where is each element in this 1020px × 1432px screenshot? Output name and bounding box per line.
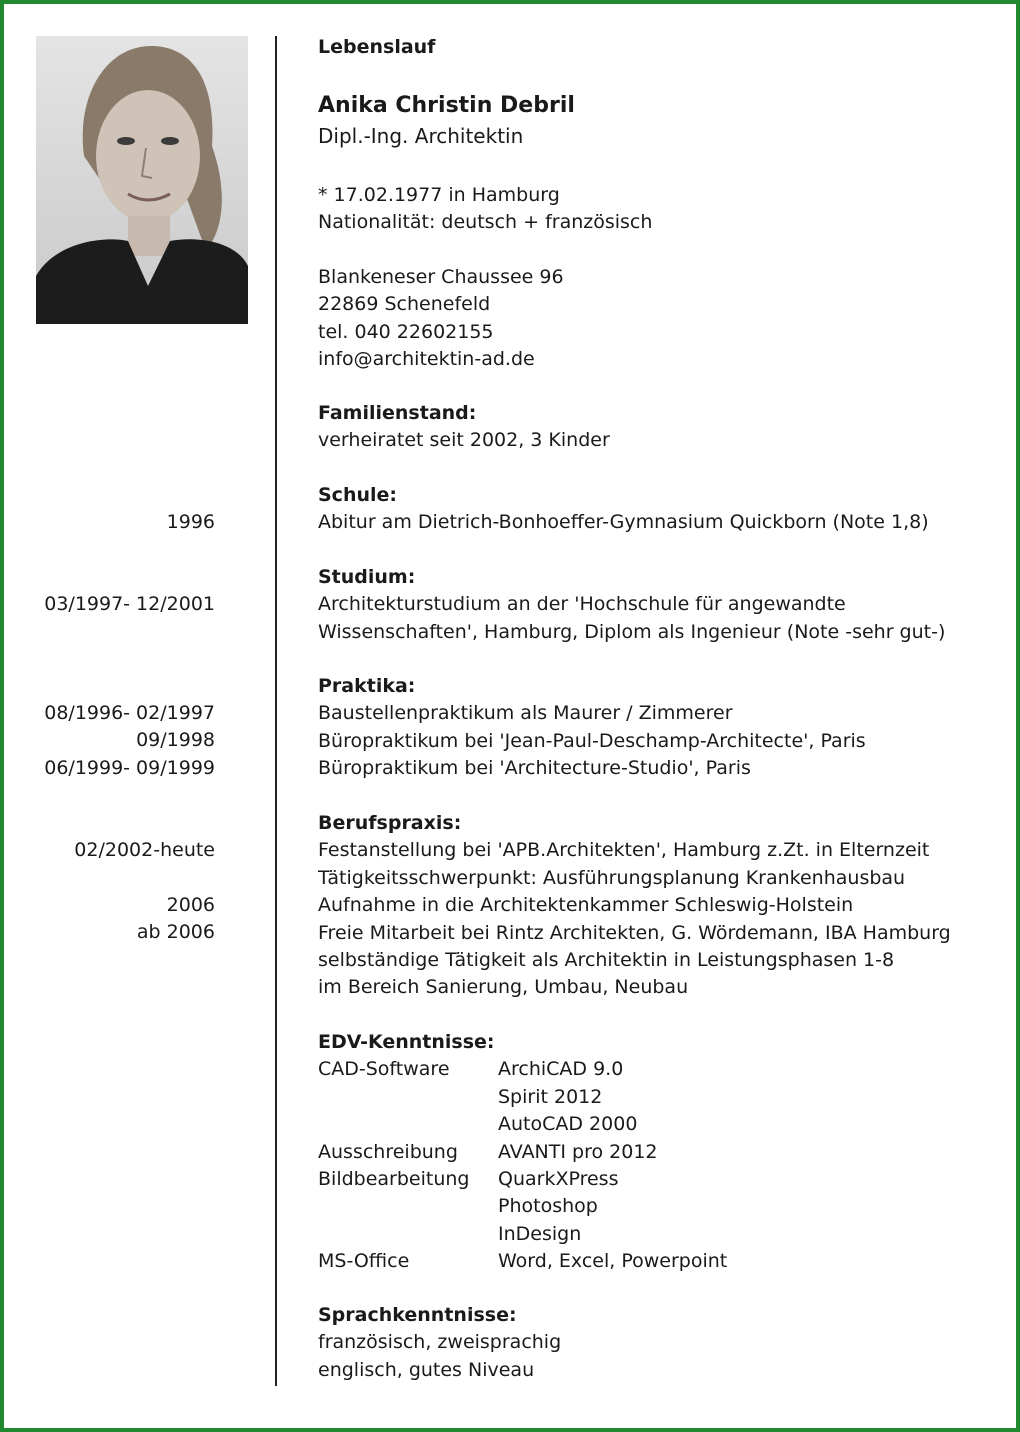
study-dates [20,591,215,618]
birth-info: * 17.02.1977 in Hamburg [318,184,560,206]
edv-category [318,1084,498,1111]
edv-row [318,1193,998,1220]
nationality: Nationalität: deutsch + französisch [318,211,653,234]
edv-category [318,1111,498,1138]
career-item: Aufnahme in die Architektenkammer Schleswig-Holstein [318,894,854,917]
family-section [318,400,998,455]
school-heading: Schule: [318,484,397,506]
edv-value: InDesign [498,1222,582,1245]
edv-value: AutoCAD 2000 [498,1113,638,1136]
internship-dates [20,700,215,782]
internship-date: 09/1998 [136,729,215,752]
edv-section [318,1029,998,1276]
edv-heading: EDV-Kenntnisse: [318,1031,495,1053]
edv-category: MS-Office [318,1250,410,1273]
street: Blankeneser Chaussee 96 [318,266,564,288]
internship-item: Baustellenpraktikum als Maurer / Zimmerer [318,702,733,725]
edv-value: QuarkXPress [498,1168,619,1191]
edv-category: Ausschreibung [318,1140,458,1163]
career-item: Festanstellung bei 'APB.Architekten', Hamburg z.Zt. in Elternzeit [318,839,930,862]
personal-details [318,182,998,237]
edv-row [318,1056,998,1083]
career-item: Tätigkeitsschwerpunkt: Ausführungsplanung Krankenhausbau [318,866,906,889]
edv-row [318,1111,998,1138]
identity-block [318,91,998,151]
career-date: 02/2002-heute [74,839,215,861]
study-line: Architekturstudium an der 'Hochschule für angewandte [318,593,846,616]
edv-value: Photoshop [498,1195,598,1218]
school-text: Abitur am Dietrich-Bonhoeffer-Gymnasium Quickborn (Note 1,8) [318,511,929,534]
internship-date: 06/1999- 09/1999 [44,756,215,779]
phone: tel. 040 22602155 [318,320,494,343]
edv-value: ArchiCAD 9.0 [498,1058,624,1081]
career-date: ab 2006 [136,921,215,944]
header-block [318,34,998,61]
study-date: 03/1997- 12/2001 [44,593,215,615]
profession: Dipl.-Ing. Architektin [318,124,524,148]
language-heading: Sprachkenntnisse: [318,1304,517,1326]
address-block [318,264,998,374]
internship-section [318,673,998,783]
career-dates [20,837,215,947]
city: 22869 Schenefeld [318,293,491,316]
school-date: 1996 [166,511,215,533]
edv-row [318,1248,998,1275]
language-item: französisch, zweisprachig [318,1331,562,1354]
internship-item: Büropraktikum bei 'Jean-Paul-Deschamp-Architecte', Paris [318,729,866,752]
edv-value: Spirit 2012 [498,1085,603,1108]
career-heading: Berufspraxis: [318,812,462,834]
family-heading: Familienstand: [318,402,477,424]
internship-item: Büropraktikum bei 'Architecture-Studio', Paris [318,757,751,780]
career-date: 2006 [166,893,215,916]
study-heading: Studium: [318,566,416,588]
study-line: Wissenschaften', Hamburg, Diplom als Ingenieur (Note -sehr gut-) [318,620,946,643]
edv-row [318,1139,998,1166]
family-text: verheiratet seit 2002, 3 Kinder [318,429,610,452]
study-section [318,564,998,646]
career-item: im Bereich Sanierung, Umbau, Neubau [318,976,689,999]
edv-row [318,1221,998,1248]
school-section [318,482,998,537]
career-item: Freie Mitarbeit bei Rintz Architekten, G. Wördemann, IBA Hamburg [318,921,951,944]
language-item: englisch, gutes Niveau [318,1358,535,1381]
edv-row [318,1166,998,1193]
person-name: Anika Christin Debril [318,93,575,118]
edv-category: CAD-Software [318,1058,450,1081]
school-dates [20,509,215,536]
edv-row [318,1084,998,1111]
email: info@architektin-ad.de [318,348,535,371]
career-item: selbständige Tätigkeit als Architektin in Leistungsphasen 1-8 [318,949,895,972]
edv-category [318,1221,498,1248]
internship-date: 08/1996- 02/1997 [44,702,215,724]
edv-category: Bildbearbeitung [318,1168,470,1191]
career-date [20,864,215,891]
portrait-photo [36,36,248,324]
internship-heading: Praktika: [318,675,416,697]
edv-value: AVANTI pro 2012 [498,1140,658,1163]
career-section [318,810,998,1002]
language-section [318,1302,998,1384]
document-title: Lebenslauf [318,36,436,58]
edv-value: Word, Excel, Powerpoint [498,1250,728,1273]
edv-category [318,1193,498,1220]
vertical-divider [275,36,277,1386]
